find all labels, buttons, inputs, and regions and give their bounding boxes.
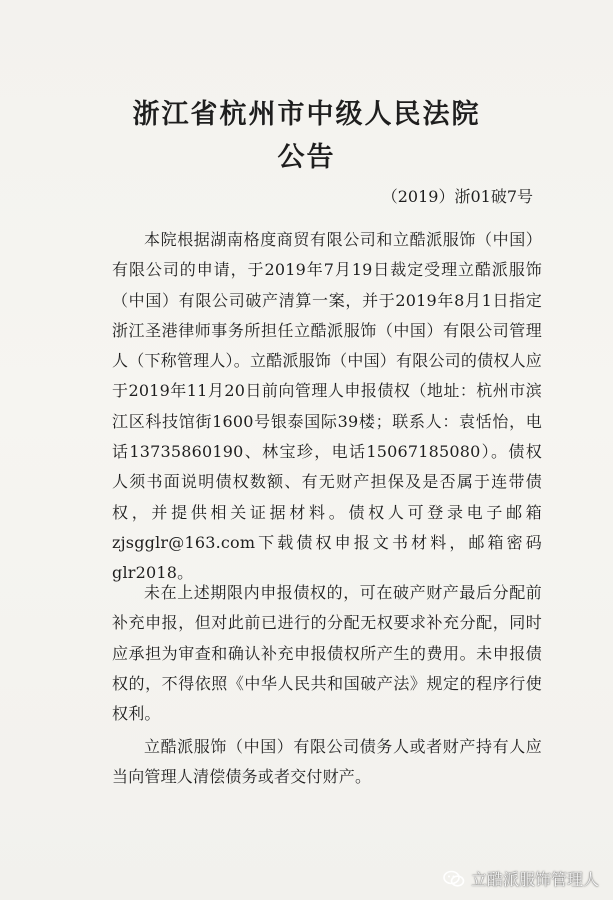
account-watermark — [443, 867, 599, 890]
notice-title: 公告 — [277, 142, 336, 173]
paragraph-debtor-obligation: 立酷派服饰（中国）有限公司债务人或者财产持有人应当向管理人清偿债务或者交付财产。 — [112, 737, 542, 787]
paragraph-late-filing: 未在上述期限内申报债权的，可在破产财产最后分配前补充申报，但对此前已进行的分配无权要求补充分配，同时应承担为审查和确认补充申报债权所产生的费用。未申报债权的，不得依照《中华人民共和国破产法》规定的程序行使权利。 — [112, 583, 542, 724]
paragraph-claims-filing: 本院根据湖南格度商贸有限公司和立酷派服饰（中国）有限公司的申请，于2019年7月19日裁定受理立酷派服饰（中国）有限公司破产清算一案，并于2019年8月1日指定浙江圣港律师事务所担任立酷派服饰（中国）有限公司管理人（下称管理人）。立酷派服饰（中国）有限公司的债权人应于2019年11月20日前向管理人申报债权（地址：杭州市滨江区科技馆街1600号银泰国际39楼；联系人：袁恬怡，电话13735860190、林宝珍，电话15067185080）。债权人须书面说明债权数额、有无财产担保及是否属于连带债权，并提供相关证据材料。债权人可登录电子邮箱zjsgglr@163.com下载债权申报文书材料，邮箱密码glr2018。 — [112, 230, 542, 583]
court-name-title: 浙江省杭州市中级人民法院 — [132, 99, 481, 130]
watermark-text: 立酷派服饰管理人 — [470, 870, 599, 889]
wechat-icon — [443, 870, 465, 888]
case-number: （2019）浙01破7号 — [381, 187, 533, 206]
